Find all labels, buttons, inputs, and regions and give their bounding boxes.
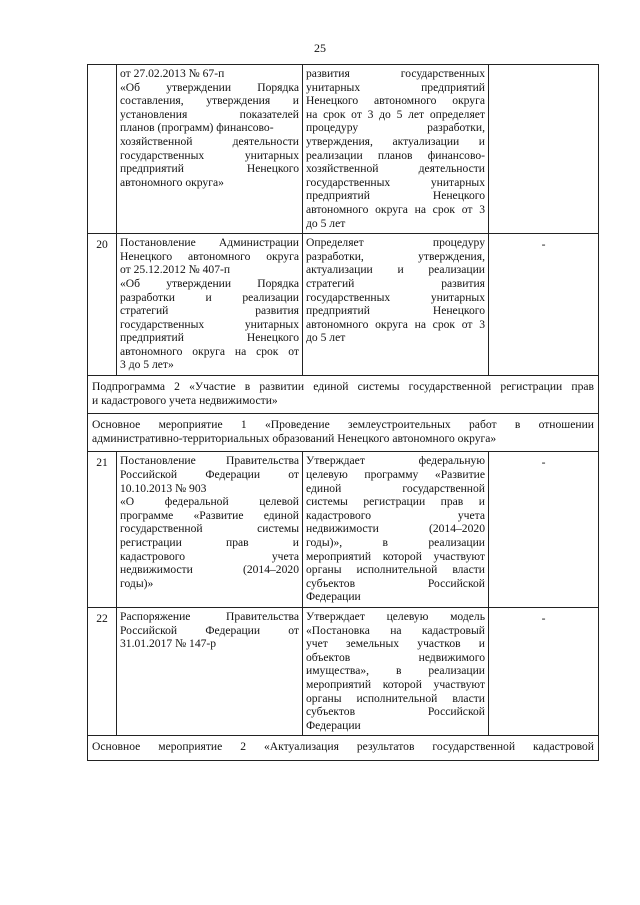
- main-event-heading: [88, 414, 599, 452]
- description-line: субъектов Российской: [306, 576, 485, 590]
- description-line: государственных унитарных: [306, 290, 485, 304]
- description-line: целевую программу «Развитие: [306, 468, 485, 482]
- description-line: Утверждает федеральную: [306, 454, 485, 468]
- description-line: имущества», в реализации: [306, 664, 485, 678]
- description-line: актуализации и реализации: [306, 263, 485, 277]
- description-line: Ненецкого автономного округа: [306, 94, 485, 108]
- document-line: Постановление Правительства: [120, 454, 299, 468]
- document-line: программе «Развитие единой: [120, 508, 299, 522]
- subprogram-line: и кадастрового учета недвижимости»: [92, 393, 278, 407]
- description-line: на срок от 3 до 5 лет определяет: [306, 107, 485, 121]
- description-line: органы исполнительной власти: [306, 691, 485, 705]
- document-line: планов (программ) финансово-: [120, 121, 274, 135]
- document-line: годы)»: [120, 576, 154, 590]
- description-cell: [303, 452, 489, 608]
- description-line: субъектов Российской: [306, 705, 485, 719]
- document-line: недвижимости (2014–2020: [120, 563, 299, 577]
- description-line: стратегий развития: [306, 276, 485, 290]
- document-line: государственных унитарных: [120, 148, 299, 162]
- document-line: «О федеральной целевой: [120, 495, 299, 509]
- description-line: объектов недвижимого: [306, 650, 485, 664]
- description-line: разработки, утверждения,: [306, 249, 485, 263]
- description-line: Определяет процедуру: [306, 236, 485, 250]
- document-line: Постановление Администрации: [120, 236, 299, 250]
- page-number: 25: [314, 41, 326, 55]
- document-line: государственной системы: [120, 522, 299, 536]
- main-event-heading: [88, 736, 599, 761]
- document-cell: [117, 65, 303, 234]
- description-line: хозяйственной деятельности: [306, 162, 485, 176]
- description-line: годы)», в реализации: [306, 536, 485, 549]
- table-row: [88, 607, 599, 735]
- document-line: от 27.02.2013 № 67-п: [120, 67, 225, 80]
- description-line: Федерации: [306, 590, 361, 604]
- description-line: единой государственной: [306, 481, 485, 495]
- section-row: [88, 736, 599, 761]
- document-line: 10.10.2013 № 903: [120, 481, 207, 495]
- document-line: автономного округа»: [120, 175, 224, 189]
- document-line: Российской Федерации от: [120, 623, 299, 637]
- description-line: унитарных предприятий: [306, 80, 485, 94]
- description-line: «Постановка на кадастровый: [306, 623, 485, 637]
- description-line: предприятий Ненецкого: [306, 189, 485, 203]
- document-line: Российской Федерации от: [120, 468, 299, 482]
- description-line: до 5 лет: [306, 216, 346, 230]
- description-line: автономного округа на срок от 3: [306, 202, 485, 216]
- note-cell: [489, 65, 599, 234]
- document-line: от 25.12.2012 № 407-п: [120, 263, 231, 277]
- row-number: [88, 65, 117, 234]
- description-cell: [303, 607, 489, 735]
- document-line: разработки и реализации: [120, 290, 299, 304]
- description-line: Федерации: [306, 718, 361, 732]
- description-line: системы регистрации прав и: [306, 495, 485, 509]
- subprogram-heading: [88, 376, 599, 414]
- description-line: утверждения, актуализации и: [306, 134, 485, 148]
- row-number: 21: [88, 452, 117, 608]
- document-line: составления, утверждения и: [120, 94, 299, 108]
- description-line: мероприятий которой участвуют: [306, 549, 485, 563]
- document-line: предприятий Ненецкого: [120, 331, 299, 345]
- subprogram-line: Подпрограмма 2 «Участие в развитии единой системы государственной регистрации прав: [92, 380, 594, 394]
- document-line: Ненецкого автономного округа: [120, 249, 299, 263]
- description-cell: [303, 65, 489, 234]
- description-line: государственных унитарных: [306, 175, 485, 189]
- document-line: хозяйственной деятельности: [120, 134, 299, 148]
- section-row: [88, 414, 599, 452]
- document-line: стратегий развития: [120, 304, 299, 318]
- note-cell: -: [489, 452, 599, 608]
- document-line: установления показателей: [120, 107, 299, 121]
- description-line: реализации планов финансово-: [306, 148, 485, 162]
- document-line: «Об утверждении Порядка: [120, 276, 299, 290]
- legal-acts-table: [87, 64, 599, 761]
- description-line: предприятий Ненецкого: [306, 304, 485, 318]
- document-cell: [117, 234, 303, 376]
- document-cell: [117, 607, 303, 735]
- note-cell: -: [489, 607, 599, 735]
- section-row: [88, 376, 599, 414]
- document-line: регистрации прав и: [120, 536, 299, 549]
- description-line: процедуру разработки,: [306, 121, 485, 135]
- document-line: автономного округа на срок от: [120, 344, 299, 358]
- description-line: мероприятий которой участвуют: [306, 677, 485, 691]
- description-line: до 5 лет: [306, 331, 346, 345]
- description-cell: [303, 234, 489, 376]
- note-cell: -: [489, 234, 599, 376]
- document-cell: [117, 452, 303, 608]
- row-number: 20: [88, 234, 117, 376]
- description-line: развития государственных: [306, 67, 485, 80]
- description-line: органы исполнительной власти: [306, 563, 485, 577]
- main-event-line: административно-территориальных образований Ненецкого автономного округа»: [92, 431, 497, 445]
- table-row: [88, 65, 599, 234]
- document-line: Распоряжение Правительства: [120, 609, 299, 623]
- document-line: 3 до 5 лет»: [120, 358, 174, 372]
- description-line: Утверждает целевую модель: [306, 609, 485, 623]
- document-line: кадастрового учета: [120, 549, 299, 563]
- description-line: учет земельных участков и: [306, 637, 485, 651]
- main-event-line: Основное мероприятие 1 «Проведение землеустроительных работ в отношении: [92, 418, 594, 432]
- document-line: государственных унитарных: [120, 317, 299, 331]
- document-line: 31.01.2017 № 147-р: [120, 637, 217, 651]
- table-row: [88, 234, 599, 376]
- document-line: «Об утверждении Порядка: [120, 80, 299, 94]
- description-line: недвижимости (2014–2020: [306, 522, 485, 536]
- document-line: предприятий Ненецкого: [120, 162, 299, 176]
- description-line: кадастрового учета: [306, 508, 485, 522]
- description-line: автономного округа на срок от 3: [306, 317, 485, 331]
- row-number: 22: [88, 607, 117, 735]
- table-row: [88, 452, 599, 608]
- main-event-line: Основное мероприятие 2 «Актуализация результатов государственной кадастровой: [92, 740, 594, 754]
